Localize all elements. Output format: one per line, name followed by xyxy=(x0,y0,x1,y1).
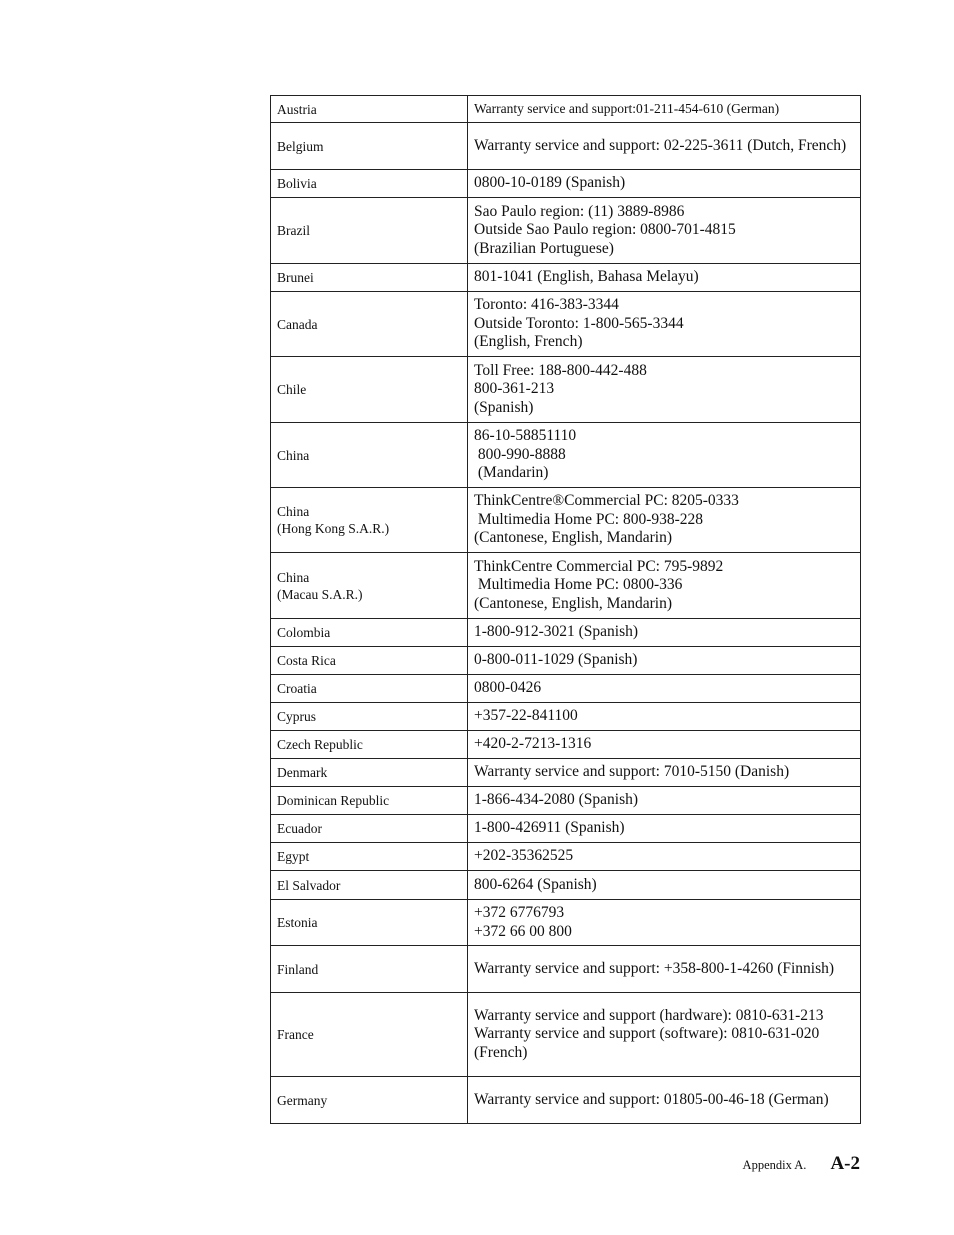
support-number-line: ThinkCentre®Commercial PC: 8205-0333 xyxy=(474,492,739,510)
support-number-line: 1-800-912-3021 (Spanish) xyxy=(474,623,639,641)
support-number-line: 0800-0426 xyxy=(474,679,542,697)
support-number-line: 1-866-434-2080 (Spanish) xyxy=(474,791,639,809)
table-row xyxy=(271,96,861,123)
support-number-line: +372 66 00 800 xyxy=(474,922,572,940)
support-number-line: +357-22-841100 xyxy=(474,707,578,725)
table-row xyxy=(271,198,861,264)
country-cell xyxy=(271,264,468,292)
table-row xyxy=(271,843,861,871)
support-number-cell xyxy=(468,815,861,843)
table-row xyxy=(271,488,861,553)
country-name: Germany xyxy=(277,1092,328,1108)
country-name: Egypt xyxy=(277,849,310,864)
country-name: Dominican Republic xyxy=(277,793,390,808)
support-number-line: 800-990-8888 xyxy=(474,445,566,463)
support-number-line: Warranty service and support: 02-225-3611 (Dutch, French) xyxy=(474,136,847,154)
support-number-cell xyxy=(468,357,861,423)
support-contact-table xyxy=(270,95,861,1124)
support-number-line: Warranty service and support: 7010-5150 (Danish) xyxy=(474,763,790,781)
support-number-cell xyxy=(468,1077,861,1124)
country-cell xyxy=(271,759,468,787)
country-cell xyxy=(271,731,468,759)
support-number-cell xyxy=(468,759,861,787)
country-name: (Macau S.A.R.) xyxy=(277,586,363,602)
country-cell xyxy=(271,292,468,357)
country-name: Croatia xyxy=(277,681,317,696)
table-row xyxy=(271,900,861,946)
support-number-cell xyxy=(468,946,861,993)
country-cell xyxy=(271,675,468,703)
footer-appendix-label: Appendix A. xyxy=(742,1158,807,1172)
country-cell xyxy=(271,703,468,731)
country-name: China xyxy=(277,504,310,519)
support-number-line: Toronto: 416-383-3344 xyxy=(474,296,619,314)
country-cell xyxy=(271,123,468,170)
support-number-line: +420-2-7213-1316 xyxy=(474,735,592,753)
support-number-line: Outside Sao Paulo region: 0800-701-4815 xyxy=(474,221,736,239)
country-cell xyxy=(271,96,468,123)
country-name: Brunei xyxy=(277,270,314,285)
support-number-cell xyxy=(468,731,861,759)
country-cell xyxy=(271,553,468,619)
table-row xyxy=(271,787,861,815)
table-row xyxy=(271,815,861,843)
support-number-cell xyxy=(468,292,861,357)
table-row xyxy=(271,292,861,357)
country-name: (Hong Kong S.A.R.) xyxy=(277,521,390,536)
support-number-line: 1-800-426911 (Spanish) xyxy=(474,819,625,837)
country-name: Belgium xyxy=(277,138,324,154)
table-row xyxy=(271,170,861,198)
support-number-line: Warranty service and support (software): 0810-631-020 (French) xyxy=(474,1025,824,1061)
support-number-cell xyxy=(468,423,861,488)
support-number-line: Multimedia Home PC: 800-938-228 xyxy=(474,510,704,528)
page-footer xyxy=(743,1153,860,1175)
table-row xyxy=(271,759,861,787)
country-cell xyxy=(271,815,468,843)
support-number-line: Outside Toronto: 1-800-565-3344 xyxy=(474,314,684,332)
support-number-cell xyxy=(468,553,861,619)
support-number-line: (English, French) xyxy=(474,333,583,351)
country-cell xyxy=(271,170,468,198)
support-number-cell xyxy=(468,619,861,647)
country-name: Brazil xyxy=(277,223,310,238)
table-row xyxy=(271,946,861,993)
country-cell xyxy=(271,946,468,993)
country-name: El Salvador xyxy=(277,877,341,893)
country-name: Czech Republic xyxy=(277,737,363,752)
country-name: Ecuador xyxy=(277,821,322,836)
support-number-line: Toll Free: 188-800-442-488 xyxy=(474,361,647,379)
support-number-line: +372 6776793 xyxy=(474,903,565,921)
table-row xyxy=(271,1077,861,1124)
support-number-line: Multimedia Home PC: 0800-336 xyxy=(474,576,683,594)
support-number-cell xyxy=(468,264,861,292)
support-number-line: Warranty service and support:01-211-454-610 (German) xyxy=(474,100,780,116)
country-name: Estonia xyxy=(277,915,318,930)
table-row xyxy=(271,264,861,292)
country-name: China xyxy=(277,447,310,463)
table-row xyxy=(271,619,861,647)
support-number-cell xyxy=(468,170,861,198)
country-cell xyxy=(271,1077,468,1124)
country-cell xyxy=(271,647,468,675)
support-number-line: 801-1041 (English, Bahasa Melayu) xyxy=(474,268,699,286)
table-row xyxy=(271,553,861,619)
support-number-cell xyxy=(468,871,861,900)
country-name: China xyxy=(277,569,310,585)
country-cell xyxy=(271,619,468,647)
support-number-line: 86-10-58851110 xyxy=(474,427,577,445)
country-cell xyxy=(271,787,468,815)
country-name: Canada xyxy=(277,316,318,332)
support-number-line: (Cantonese, English, Mandarin) xyxy=(474,529,673,547)
support-number-line: (Spanish) xyxy=(474,398,534,416)
support-number-line: Warranty service and support: 01805-00-46-18 (German) xyxy=(474,1090,829,1108)
support-number-line: (Mandarin) xyxy=(474,464,549,482)
support-number-line: (Brazilian Portuguese) xyxy=(474,239,614,257)
table-row xyxy=(271,703,861,731)
table-row xyxy=(271,357,861,423)
support-number-line: 800-361-213 xyxy=(474,380,555,398)
table-row xyxy=(271,123,861,170)
support-number-cell xyxy=(468,787,861,815)
country-cell xyxy=(271,900,468,946)
table-row xyxy=(271,993,861,1077)
country-name: France xyxy=(277,1027,314,1042)
support-number-line: (Cantonese, English, Mandarin) xyxy=(474,594,673,612)
table-row xyxy=(271,647,861,675)
country-cell xyxy=(271,198,468,264)
support-number-cell xyxy=(468,993,861,1077)
country-name: Cyprus xyxy=(277,709,317,724)
country-name: Costa Rica xyxy=(277,653,336,668)
support-number-line: Warranty service and support (hardware): 0810-631-213 xyxy=(474,1006,824,1024)
support-contact-table-body xyxy=(271,96,861,1124)
country-cell xyxy=(271,871,468,900)
support-number-line: Warranty service and support: +358-800-1-4260 (Finnish) xyxy=(474,959,835,977)
table-row xyxy=(271,731,861,759)
support-number-cell xyxy=(468,96,861,123)
page-number: A-2 xyxy=(830,1153,860,1174)
country-cell xyxy=(271,843,468,871)
support-number-cell xyxy=(468,123,861,170)
country-cell xyxy=(271,488,468,553)
country-cell xyxy=(271,423,468,488)
support-number-cell xyxy=(468,647,861,675)
support-number-cell xyxy=(468,675,861,703)
country-cell xyxy=(271,357,468,423)
country-name: Denmark xyxy=(277,765,328,780)
support-number-line: 0-800-011-1029 (Spanish) xyxy=(474,651,638,669)
country-name: Bolivia xyxy=(277,176,317,191)
table-row xyxy=(271,675,861,703)
table-row xyxy=(271,871,861,900)
country-name: Finland xyxy=(277,961,319,977)
support-number-cell xyxy=(468,703,861,731)
support-number-cell xyxy=(468,198,861,264)
support-number-line: +202-35362525 xyxy=(474,847,574,865)
support-number-line: 0800-10-0189 (Spanish) xyxy=(474,174,626,192)
support-number-cell xyxy=(468,900,861,946)
table-row xyxy=(271,423,861,488)
support-number-line: 800-6264 (Spanish) xyxy=(474,875,597,893)
country-name: Austria xyxy=(277,101,317,117)
support-number-line: ThinkCentre Commercial PC: 795-9892 xyxy=(474,557,724,575)
country-name: Colombia xyxy=(277,625,331,640)
support-number-cell xyxy=(468,843,861,871)
support-number-cell xyxy=(468,488,861,553)
country-cell xyxy=(271,993,468,1077)
support-number-line: Sao Paulo region: (11) 3889-8986 xyxy=(474,202,685,220)
country-name: Chile xyxy=(277,382,307,397)
